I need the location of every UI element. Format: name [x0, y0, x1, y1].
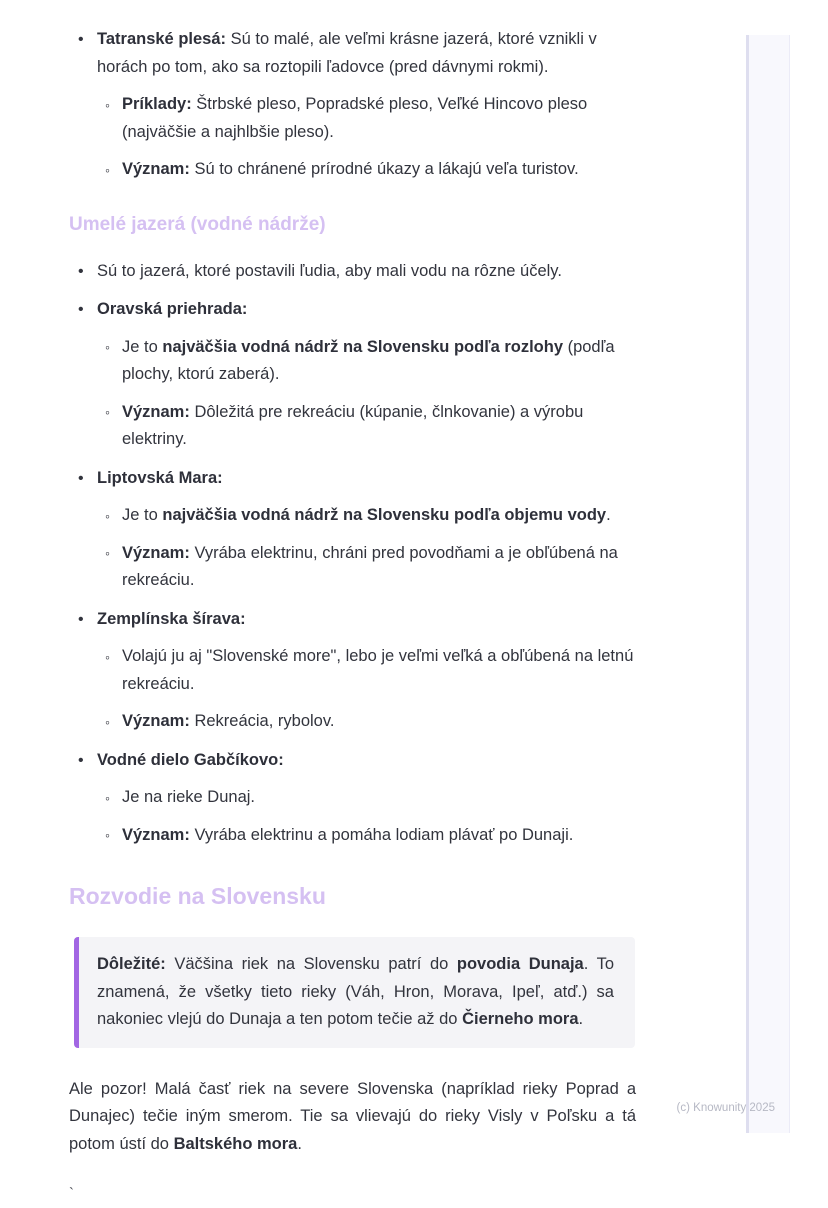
term-label: Význam: — [122, 160, 190, 178]
closing-paragraph: Ale pozor! Malá časť riek na severe Slovenska (napríklad rieky Poprad a Dunajec) tečie iným smerom. Tie sa vlievajú do rieky Visly v Poľsku a tá potom ústí do Baltského mora. — [69, 1079, 636, 1153]
callout-text: Dôležité: Väčšina riek na Slovensku patrí do povodia Dunaja. To znamená, že všetky tieto rieky (Váh, Hron, Morava, Ipeľ, atď.) sa nakoniec vlejú do Dunaja a ten potom tečie až do Čierneho mora. — [97, 955, 614, 1028]
list-item — [97, 334, 640, 389]
zemplinska-sublist — [97, 643, 640, 736]
term-label: Liptovská Mara: — [97, 468, 223, 487]
tatranske-sublist — [97, 91, 640, 184]
term-label: Význam: — [122, 712, 190, 730]
list-item-intro — [69, 258, 640, 286]
term-label: Oravská priehrada: — [97, 300, 248, 318]
list-item-text: ◦ Volajú ju aj "Slovenské more", lebo je veľmi veľká a obľúbená na letnú rekreáciu. — [122, 647, 634, 693]
list-item-text: ◦ Význam: Rekreácia, rybolov. — [122, 712, 335, 730]
list-item-text — [97, 296, 640, 324]
list-item-priklady — [97, 91, 640, 146]
list-item-vyznam — [97, 708, 640, 736]
list-item-text — [97, 747, 640, 775]
list-item — [97, 784, 640, 812]
list-item-text: ◦ Význam: Sú to chránené prírodné úkazy a lákajú veľa turistov. — [122, 160, 579, 178]
copyright-footer: (c) Knowunity 2025 — [676, 1102, 775, 1114]
term-label: Zemplínska šírava: — [97, 609, 246, 628]
list-item — [97, 643, 640, 698]
page-edge-bar — [746, 35, 790, 1133]
list-item-vyznam — [97, 540, 640, 595]
list-item-text — [97, 465, 640, 493]
list-item-gabcikovo — [69, 747, 640, 850]
artificial-lakes-list — [69, 258, 640, 850]
list-item-oravska — [69, 296, 640, 454]
oravska-sublist — [97, 334, 640, 454]
list-item-text: • Sú to jazerá, ktoré postavili ľudia, aby mali vodu na rôzne účely. — [97, 261, 562, 280]
term-label: Vodné dielo Gabčíkovo: — [97, 750, 284, 769]
list-item-tatranske-plesa — [69, 26, 640, 184]
list-item-text: ◦ Význam: Vyrába elektrinu, chráni pred povodňami a je obľúbená na rekreáciu. — [122, 543, 618, 589]
gabcikovo-sublist — [97, 784, 640, 849]
list-item-text: ◦ Príklady: Štrbské pleso, Popradské pleso, Veľké Hincovo pleso (najväčšie a najhlbšie pleso). — [122, 95, 588, 141]
stray-backtick: ` — [69, 1185, 74, 1202]
list-item-text: ◦ Je na rieke Dunaj. — [122, 788, 255, 806]
term-label: Význam: — [122, 825, 190, 844]
term-label: Príklady: — [122, 95, 192, 113]
term-label: Význam: — [122, 543, 190, 562]
list-item-text: ◦ Je to najväčšia vodná nádrž na Slovensku podľa rozlohy (podľa plochy, ktorú zaberá). — [122, 337, 615, 383]
list-item-zemplinska — [69, 606, 640, 736]
liptovska-sublist — [97, 502, 640, 595]
list-item-text: ◦ Význam: Vyrába elektrinu a pomáha lodiam plávať po Dunaji. — [122, 825, 574, 844]
term-label: Význam: — [122, 402, 190, 421]
list-item-liptovska — [69, 465, 640, 595]
callout-label: Dôležité: — [97, 955, 166, 973]
list-item-vyznam — [97, 156, 640, 184]
list-item-text — [97, 606, 640, 634]
list-item-text: • Tatranské plesá: Sú to malé, ale veľmi krásne jazerá, ktoré vznikli v horách po tom, ako sa roztopili ľadovce (pred dávnymi rokmi). — [97, 30, 597, 76]
term-label: Tatranské plesá: — [97, 30, 227, 48]
list-item-text: ◦ Význam: Dôležitá pre rekreáciu (kúpanie, člnkovanie) a výrobu elektriny. — [122, 402, 584, 448]
list-item — [97, 502, 640, 530]
list-item-text: ◦ Je to najväčšia vodná nádrž na Slovensku podľa objemu vody. — [122, 506, 611, 524]
natural-lakes-list — [69, 26, 640, 184]
important-callout — [74, 937, 635, 1048]
heading-rozvodie: Rozvodie na Slovensku — [69, 883, 326, 909]
list-item-vyznam — [97, 399, 640, 454]
heading-umele-jazera: Umelé jazerá (vodné nádrže) — [69, 213, 326, 235]
list-item-vyznam — [97, 822, 640, 850]
document-content — [69, 26, 640, 1208]
